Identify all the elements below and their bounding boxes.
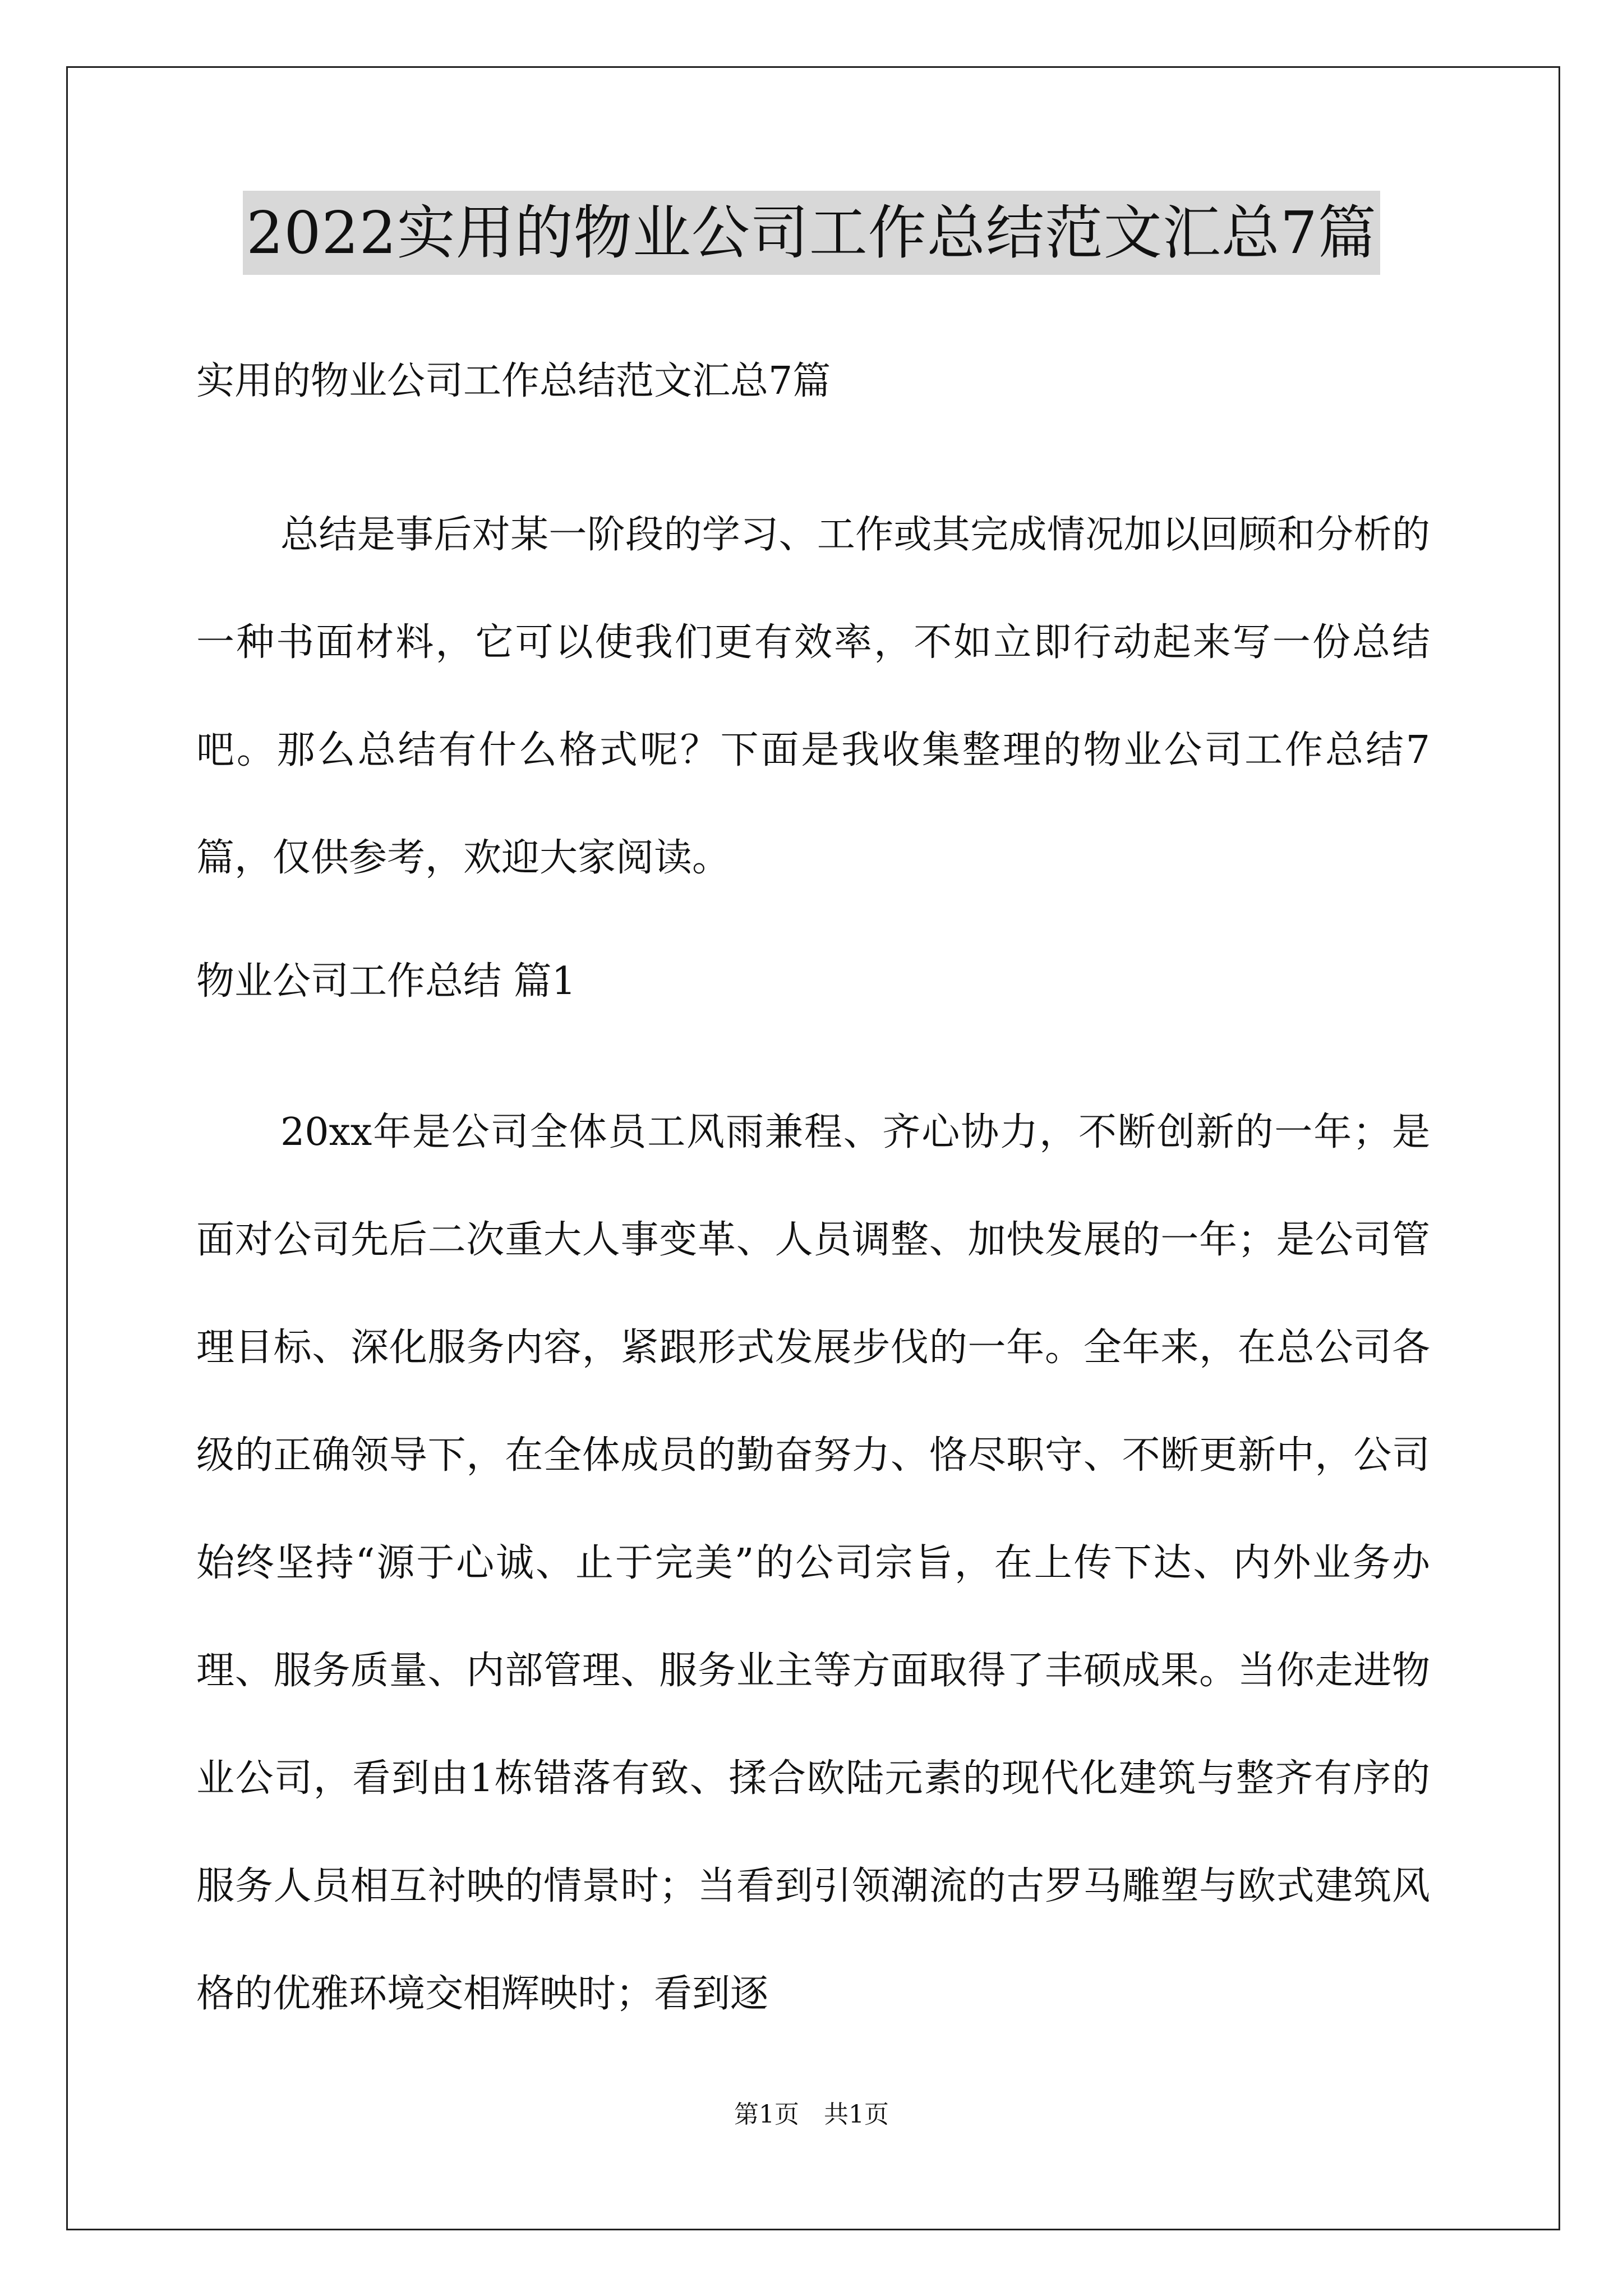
section-heading: 物业公司工作总结 篇1 bbox=[196, 959, 576, 1004]
document-title bbox=[0, 191, 1623, 275]
document-title-text: 2022实用的物业公司工作总结范文汇总7篇 bbox=[243, 191, 1380, 275]
section-paragraph: 20xx年是公司全体员工风雨兼程、齐心协力，不断创新的一年；是面对公司先后二次重大人事变革、人员调整、加快发展的一年；是公司管理目标、深化服务内容，紧跟形式发展步伐的一年。全年来，在总公司各级的正确领导下，在全体成员的勤奋努力、恪尽职守、不断更新中，公司始终坚持“源于心诚、止于完美”的公司宗旨，在上传下达、内外业务办理、服务质量、内部管理、服务业主等方面取得了丰硕成果。当你走进物业公司，看到由1栋错落有致、揉合欧陆元素的现代化建筑与整齐有序的服务人员相互衬映的情景时；当看到引领潮流的古罗马雕塑与欧式建筑风格的优雅环境交相辉映时；看到逐 bbox=[196, 1110, 1430, 2016]
intro-paragraph: 总结是事后对某一阶段的学习、工作或其完成情况加以回顾和分析的一种书面材料，它可以使我们更有效率，不如立即行动起来写一份总结吧。那么总结有什么格式呢？下面是我收集整理的物业公司工作总结7篇，仅供参考，欢迎大家阅读。 bbox=[196, 513, 1430, 880]
page-footer: 第1页 共1页 bbox=[734, 2100, 889, 2129]
document-subtitle: 实用的物业公司工作总结范文汇总7篇 bbox=[196, 359, 831, 403]
